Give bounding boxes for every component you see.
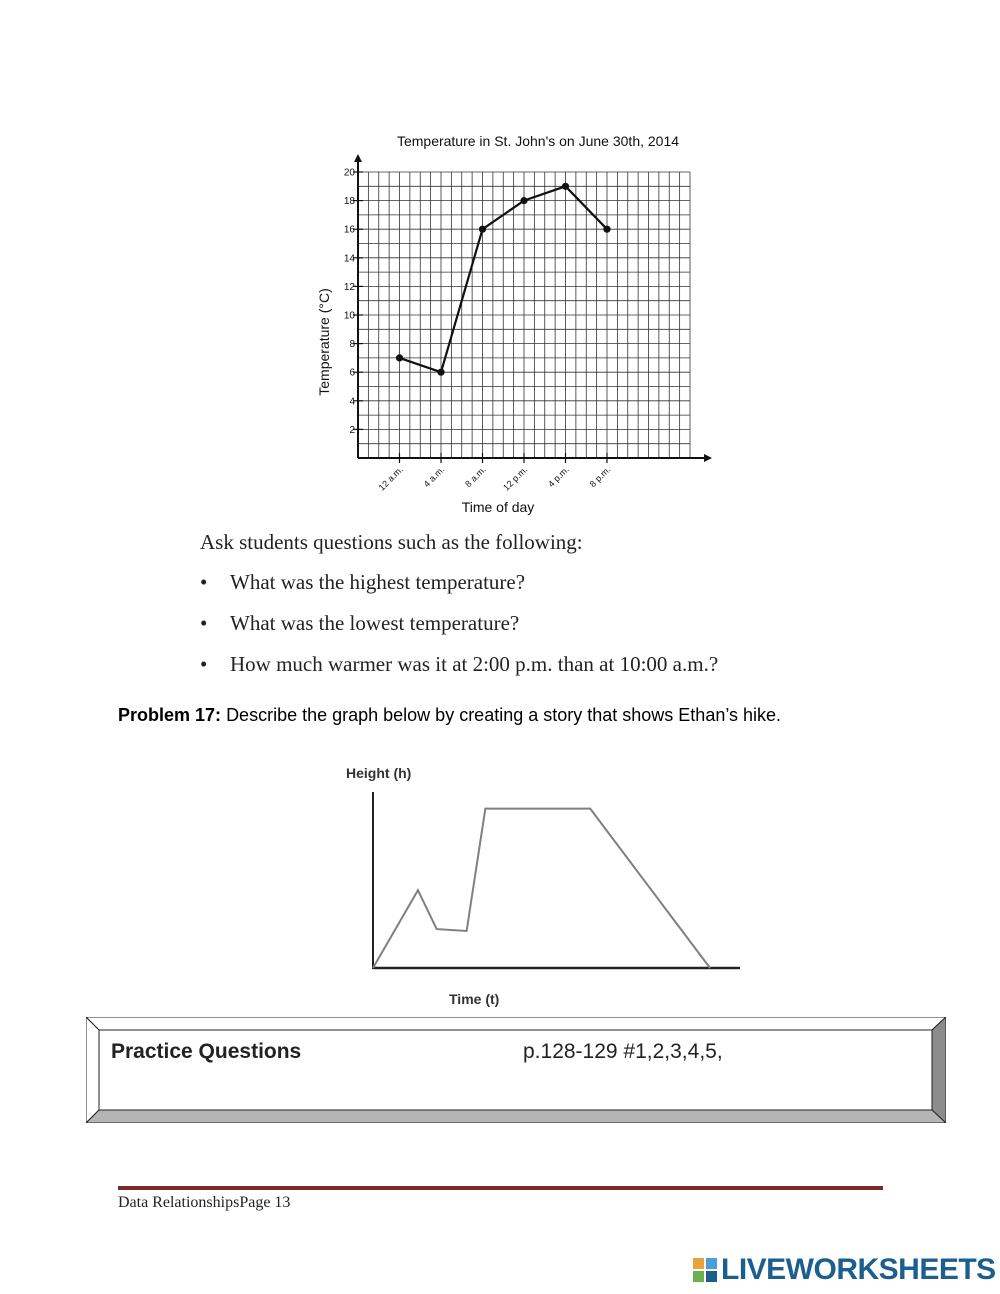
y-tick-label: 4 xyxy=(349,396,355,408)
y-tick-label: 12 xyxy=(343,281,355,293)
bullet-marker: • xyxy=(200,652,208,676)
y-axis-ticks xyxy=(344,168,363,436)
bullet-marker: • xyxy=(200,611,208,635)
y-tick-label: 8 xyxy=(349,339,355,351)
x-tick-label: 4 p.m. xyxy=(546,464,571,490)
y-tick-label: 20 xyxy=(343,167,355,179)
practice-questions-reference: p.128-129 #1,2,3,4,5, xyxy=(523,1040,723,1063)
y-tick-label: 6 xyxy=(349,367,355,379)
y-axis-label: Height (h) xyxy=(346,765,412,781)
practice-questions-box xyxy=(86,1017,946,1123)
y-tick-label: 10 xyxy=(343,310,355,322)
question-text: What was the highest temperature? xyxy=(230,570,526,594)
brand-name: LIVEWORKSHEETS xyxy=(721,1253,996,1286)
practice-questions-label: Practice Questions xyxy=(111,1040,302,1063)
y-tick-label: 2 xyxy=(349,424,355,436)
y-tick-label: 16 xyxy=(343,224,355,236)
data-point xyxy=(396,354,403,361)
temperature-line-chart xyxy=(300,122,730,522)
liveworksheets-logo xyxy=(693,1252,996,1288)
data-point xyxy=(603,226,610,233)
question-text: What was the lowest temperature? xyxy=(230,611,520,635)
x-tick-label: 12 p.m. xyxy=(501,464,530,493)
x-tick-label: 8 p.m. xyxy=(587,464,613,490)
x-axis-label: Time of day xyxy=(461,499,535,515)
x-axis-label: Time (t) xyxy=(449,991,500,1007)
footer-rule xyxy=(118,1186,883,1190)
problem-text: Describe the graph below by creating a story that shows Ethan’s hike. xyxy=(226,705,782,725)
x-tick-label: 8 a.m. xyxy=(463,464,488,490)
chart-title: Temperature in St. John's on June 30th, 2014 xyxy=(396,133,680,149)
problem-label: Problem 17: xyxy=(118,705,222,725)
hike-height-chart xyxy=(340,760,760,1015)
chart-grid xyxy=(358,172,690,458)
y-tick-label: 14 xyxy=(343,253,355,265)
data-point xyxy=(437,369,444,376)
y-tick-label: 18 xyxy=(343,196,355,208)
footer-text: Data RelationshipsPage 13 xyxy=(118,1194,291,1211)
question-text: How much warmer was it at 2:00 p.m. than at 10:00 a.m.? xyxy=(230,652,719,676)
questions-intro: Ask students questions such as the following: xyxy=(200,530,583,554)
liveworksheets-icon xyxy=(693,1258,717,1282)
data-point xyxy=(562,183,569,190)
height-series-line xyxy=(373,809,710,968)
y-axis-label: Temperature (°C) xyxy=(316,288,332,396)
x-tick-label: 12 a.m. xyxy=(376,464,405,493)
bullet-marker: • xyxy=(200,570,208,594)
data-point xyxy=(479,226,486,233)
x-tick-label: 4 a.m. xyxy=(421,464,447,490)
problem-17 xyxy=(118,705,781,726)
y-axis-arrow xyxy=(354,154,362,162)
data-point xyxy=(520,197,527,204)
x-axis-arrow xyxy=(704,454,712,462)
